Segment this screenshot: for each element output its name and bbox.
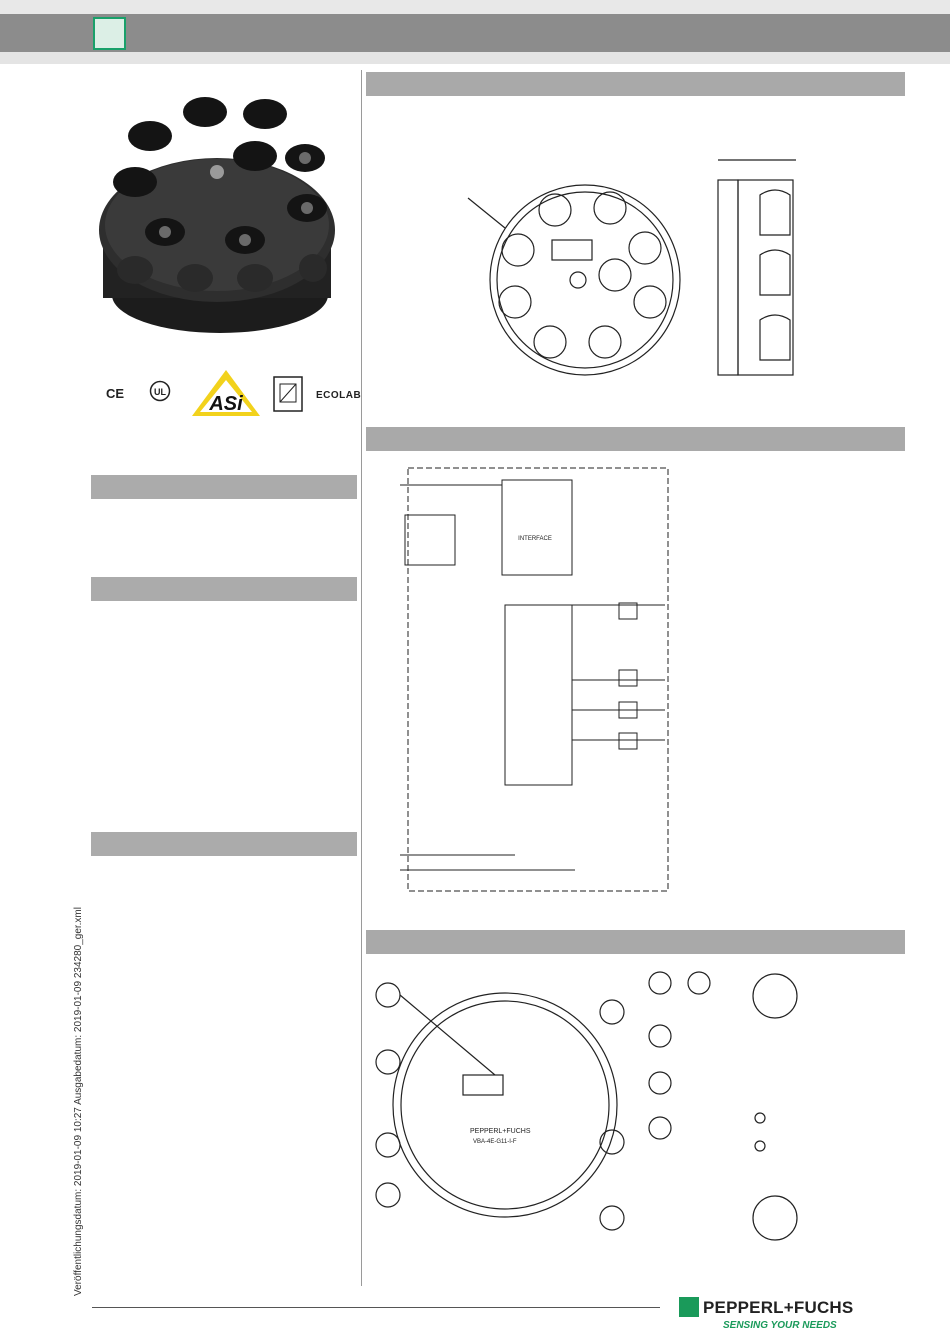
footer-rule (92, 1307, 660, 1308)
ecolab-mark: ECOLAB (316, 390, 362, 401)
device-model-label: VBA-4E-G11-I-F (473, 1139, 517, 1145)
connection-drawing (375, 980, 635, 1240)
left-section-bar-3 (91, 832, 357, 856)
section-tab-box (93, 17, 126, 50)
ul-mark (149, 380, 171, 402)
svg-text:UL: UL (154, 387, 166, 397)
header-bar (0, 0, 950, 52)
asi-interface-label: INTERFACE (518, 536, 552, 542)
right-section-bar-dimensions (366, 72, 905, 96)
publication-date-text: Veröffentlichungsdatum: 2019-01-09 10:27 Ausgabedatum: 2019-01-09 234280_ger.xml (73, 907, 84, 1296)
ce-mark: CE (106, 386, 125, 401)
column-divider (361, 70, 362, 1286)
left-section-bar-1 (91, 475, 357, 499)
company-logo-text: PEPPERL+FUCHS (703, 1298, 854, 1317)
right-section-bar-connections (366, 930, 905, 954)
asi-logo (190, 368, 262, 418)
device-brand-label: PEPPERL+FUCHS (470, 1128, 531, 1135)
wiring-diagram (395, 465, 685, 895)
company-tagline: SENSING YOUR NEEDS (723, 1320, 837, 1331)
connection-legend (645, 968, 805, 1243)
dimension-drawing (460, 150, 810, 380)
svg-text:ASi: ASi (209, 393, 243, 415)
product-photo (95, 90, 340, 345)
class2-mark (273, 376, 303, 412)
left-section-bar-2 (91, 577, 357, 601)
pepperl-fuchs-logo-icon (679, 1297, 699, 1317)
header-strip (0, 52, 950, 64)
right-section-bar-wiring (366, 427, 905, 451)
